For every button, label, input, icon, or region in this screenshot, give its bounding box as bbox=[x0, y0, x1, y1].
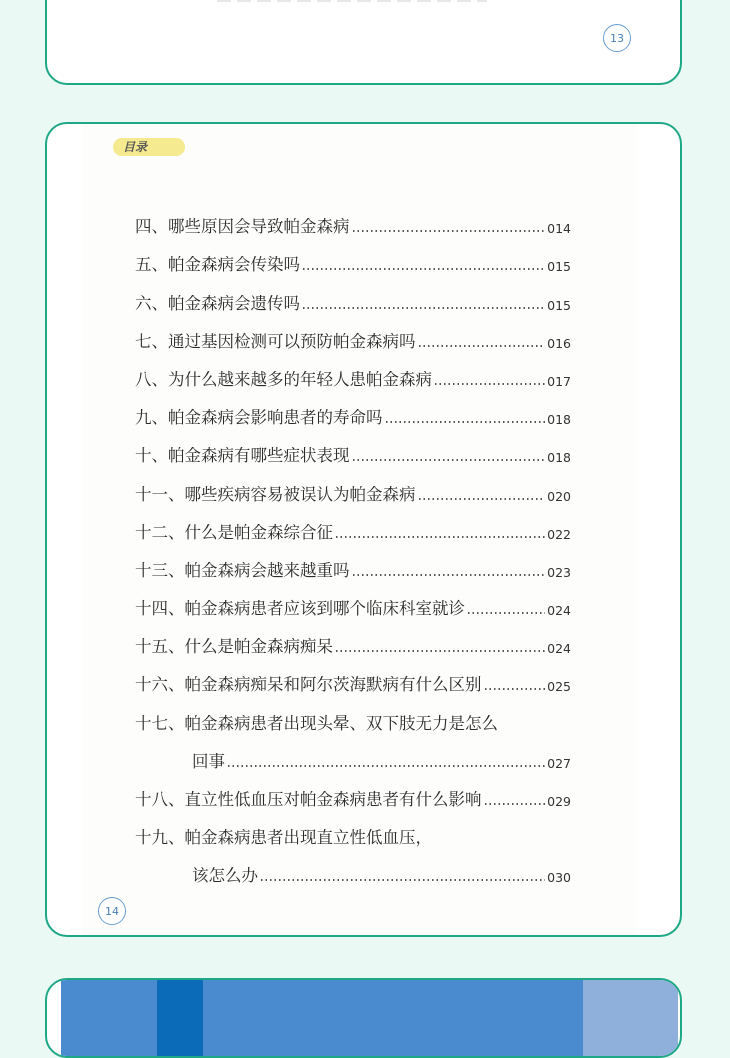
toc-leader-dots bbox=[485, 803, 546, 805]
toc-entry-title: 七、通过基因检测可以预防帕金森病吗 bbox=[135, 331, 416, 351]
toc-tag: 目录 bbox=[113, 138, 185, 156]
next-page-card bbox=[45, 978, 682, 1058]
toc-leader-dots bbox=[468, 612, 545, 614]
toc-entry[interactable] bbox=[135, 581, 571, 619]
toc-entry[interactable] bbox=[135, 657, 571, 695]
color-strip bbox=[157, 980, 203, 1058]
toc-leader-dots bbox=[419, 498, 546, 500]
toc-entry-title: 十五、什么是帕金森病痴呆 bbox=[135, 637, 333, 657]
toc-entry[interactable] bbox=[135, 848, 571, 886]
toc-leader-dots bbox=[485, 688, 546, 690]
toc-entry[interactable] bbox=[135, 695, 571, 733]
toc-entry-title: 九、帕金森病会影响患者的寿命吗 bbox=[135, 408, 383, 428]
toc-entry-page: 024 bbox=[547, 641, 571, 657]
toc-entry-page: 014 bbox=[547, 221, 571, 237]
toc-entry[interactable] bbox=[135, 352, 571, 390]
toc-entry-page: 027 bbox=[547, 755, 571, 771]
toc-leader-dots bbox=[336, 536, 545, 538]
toc-entry[interactable] bbox=[135, 199, 571, 237]
toc-entry-title: 十九、帕金森病患者出现直立性低血压， bbox=[135, 828, 432, 848]
toc-entry-page: 016 bbox=[547, 335, 571, 351]
toc-entry[interactable] bbox=[135, 466, 571, 504]
toc-leader-dots bbox=[336, 650, 545, 652]
toc-entry-title: 十二、什么是帕金森综合征 bbox=[135, 522, 333, 542]
toc-leader-dots bbox=[353, 230, 546, 232]
toc-entry[interactable] bbox=[135, 390, 571, 428]
cropped-text-line bbox=[217, 0, 487, 2]
toc-entry-title: 八、为什么越来越多的年轻人患帕金森病 bbox=[135, 369, 432, 389]
toc-leader-dots bbox=[419, 345, 546, 347]
toc-leader-dots bbox=[261, 879, 545, 881]
color-strip bbox=[203, 980, 583, 1058]
toc-leader-dots bbox=[386, 421, 546, 423]
toc-entry-title: 十七、帕金森病患者出现头晕、双下肢无力是怎么 bbox=[135, 713, 498, 733]
toc-leader-dots bbox=[303, 307, 545, 309]
toc-entry-page: 017 bbox=[547, 373, 571, 389]
toc-entry-page: 024 bbox=[547, 603, 571, 619]
page-number-badge: 14 bbox=[98, 897, 126, 925]
toc-entry[interactable] bbox=[135, 810, 571, 848]
toc-entry-page: 018 bbox=[547, 412, 571, 428]
toc-entry-page: 023 bbox=[547, 564, 571, 580]
toc-entry-title: 十四、帕金森病患者应该到哪个临床科室就诊 bbox=[135, 599, 465, 619]
toc-leader-dots bbox=[353, 459, 546, 461]
toc-entry-title: 六、帕金森病会遗传吗 bbox=[135, 293, 300, 313]
toc-entry[interactable] bbox=[135, 734, 571, 772]
toc-entry-title: 该怎么办 bbox=[192, 866, 258, 886]
color-strip bbox=[61, 980, 157, 1058]
toc-list bbox=[135, 199, 571, 886]
toc-entry-page: 015 bbox=[547, 259, 571, 275]
toc-entry[interactable] bbox=[135, 505, 571, 543]
toc-entry[interactable] bbox=[135, 275, 571, 313]
toc-entry-title: 十、帕金森病有哪些症状表现 bbox=[135, 446, 350, 466]
toc-entry[interactable] bbox=[135, 314, 571, 352]
toc-entry-title: 五、帕金森病会传染吗 bbox=[135, 255, 300, 275]
toc-entry-page: 025 bbox=[547, 679, 571, 695]
toc-entry-page: 015 bbox=[547, 297, 571, 313]
toc-entry[interactable] bbox=[135, 543, 571, 581]
toc-entry[interactable] bbox=[135, 428, 571, 466]
toc-entry[interactable] bbox=[135, 237, 571, 275]
toc-page-card bbox=[45, 122, 682, 937]
toc-entry-title: 四、哪些原因会导致帕金森病 bbox=[135, 217, 350, 237]
page-number-badge: 13 bbox=[603, 24, 631, 52]
toc-entry-page: 022 bbox=[547, 526, 571, 542]
toc-entry-page: 020 bbox=[547, 488, 571, 504]
toc-leader-dots bbox=[435, 383, 545, 385]
toc-entry-page: 018 bbox=[547, 450, 571, 466]
toc-entry-title: 十六、帕金森病痴呆和阿尔茨海默病有什么区别 bbox=[135, 675, 482, 695]
toc-entry[interactable] bbox=[135, 772, 571, 810]
toc-entry[interactable] bbox=[135, 619, 571, 657]
toc-entry-page: 030 bbox=[547, 870, 571, 886]
toc-entry-title: 回事 bbox=[192, 751, 225, 771]
toc-entry-page: 029 bbox=[547, 794, 571, 809]
toc-entry-title: 十一、哪些疾病容易被误认为帕金森病 bbox=[135, 484, 416, 504]
toc-leader-dots bbox=[353, 574, 546, 576]
toc-leader-dots bbox=[303, 268, 545, 270]
color-strip bbox=[583, 980, 678, 1058]
previous-page-card bbox=[45, 0, 682, 85]
toc-entry-title: 十八、直立性低血压对帕金森病患者有什么影响 bbox=[135, 790, 482, 809]
toc-entry-title: 十三、帕金森病会越来越重吗 bbox=[135, 560, 350, 580]
toc-leader-dots bbox=[228, 765, 545, 767]
